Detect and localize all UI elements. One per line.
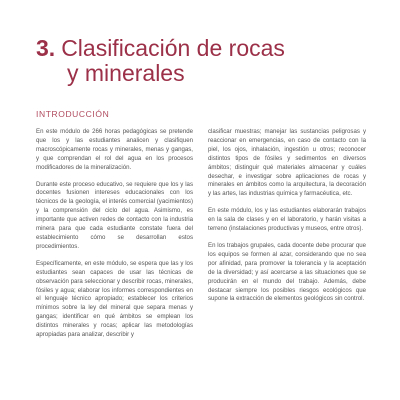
left-text-column <box>36 128 193 348</box>
paragraph: clasificar muestras; manejar las sustancias peligrosas y reaccionar en emergencias, en caso de contacto con la piel, los ojos, inhalación, ingestión u otros; reconocer distintos tipos de fósiles y sedimentos en diversos ámbitos; distinguir qué materiales almacenar y cuáles desechar, e investigar sobre aplicaciones de rocas y minerales en ámbitos como la arquitectura, la decoración y las artes, las industrias química y farmacéutica, etc. <box>208 128 366 198</box>
paragraph: Específicamente, en este módulo, se espera que las y los estudiantes sean capaces de usar las técnicas de observación para seleccionar y describir rocas, minerales, fósiles y agua; elaborar los informes correspondientes en el lenguaje técnico apropiado; establecer los criterios mínimos sobre la ley del mineral que separa menas y gangas; identificar en qué ámbitos se emplean los distintos minerales y rocas; aplicar las metodologías apropiadas para analizar, describir y <box>36 259 193 339</box>
paragraph: En los trabajos grupales, cada docente debe procurar que los equipos se formen al azar, considerando que no sea por afinidad, para promover la tolerancia y la aceptación de la diversidad; y así acercarse a las situaciones que se producirán en el mundo del trabajo. Además, debe destacar siempre los posibles riesgos ecológicos que supone la extracción de elementos geológicos sin control. <box>208 241 366 303</box>
paragraph: Durante este proceso educativo, se requiere que los y las docentes fusionen intereses educacionales con los técnicos de la geología, el interés comercial (yacimientos) y la comprensión del ciclo del agua. Asimismo, es importante que activen redes de contacto con la industria minera para que cada estudiante constate fuera del establecimiento cómo se desarrollan estos procedimientos. <box>36 180 193 250</box>
right-text-column <box>208 128 366 312</box>
paragraph: En este módulo, los y las estudiantes elaborarán trabajos en la sala de clases y en el laboratorio, y harán visitas a terreno (instalaciones productivas y museos, entre otros). <box>208 207 366 233</box>
paragraph: En este módulo de 266 horas pedagógicas se pretende que los y las estudiantes analicen y clasifiquen macroscópicamente rocas y minerales, menas y gangas, y que comprendan el rol del agua en los procesos modificadores de la mineralización. <box>36 128 193 171</box>
chapter-title-line-1: Clasificación de rocas <box>61 35 285 61</box>
chapter-number: 3. <box>36 35 56 61</box>
section-heading: INTRODUCCIÓN <box>36 109 110 119</box>
chapter-title <box>36 36 366 86</box>
chapter-title-line-2: y minerales <box>67 60 185 86</box>
